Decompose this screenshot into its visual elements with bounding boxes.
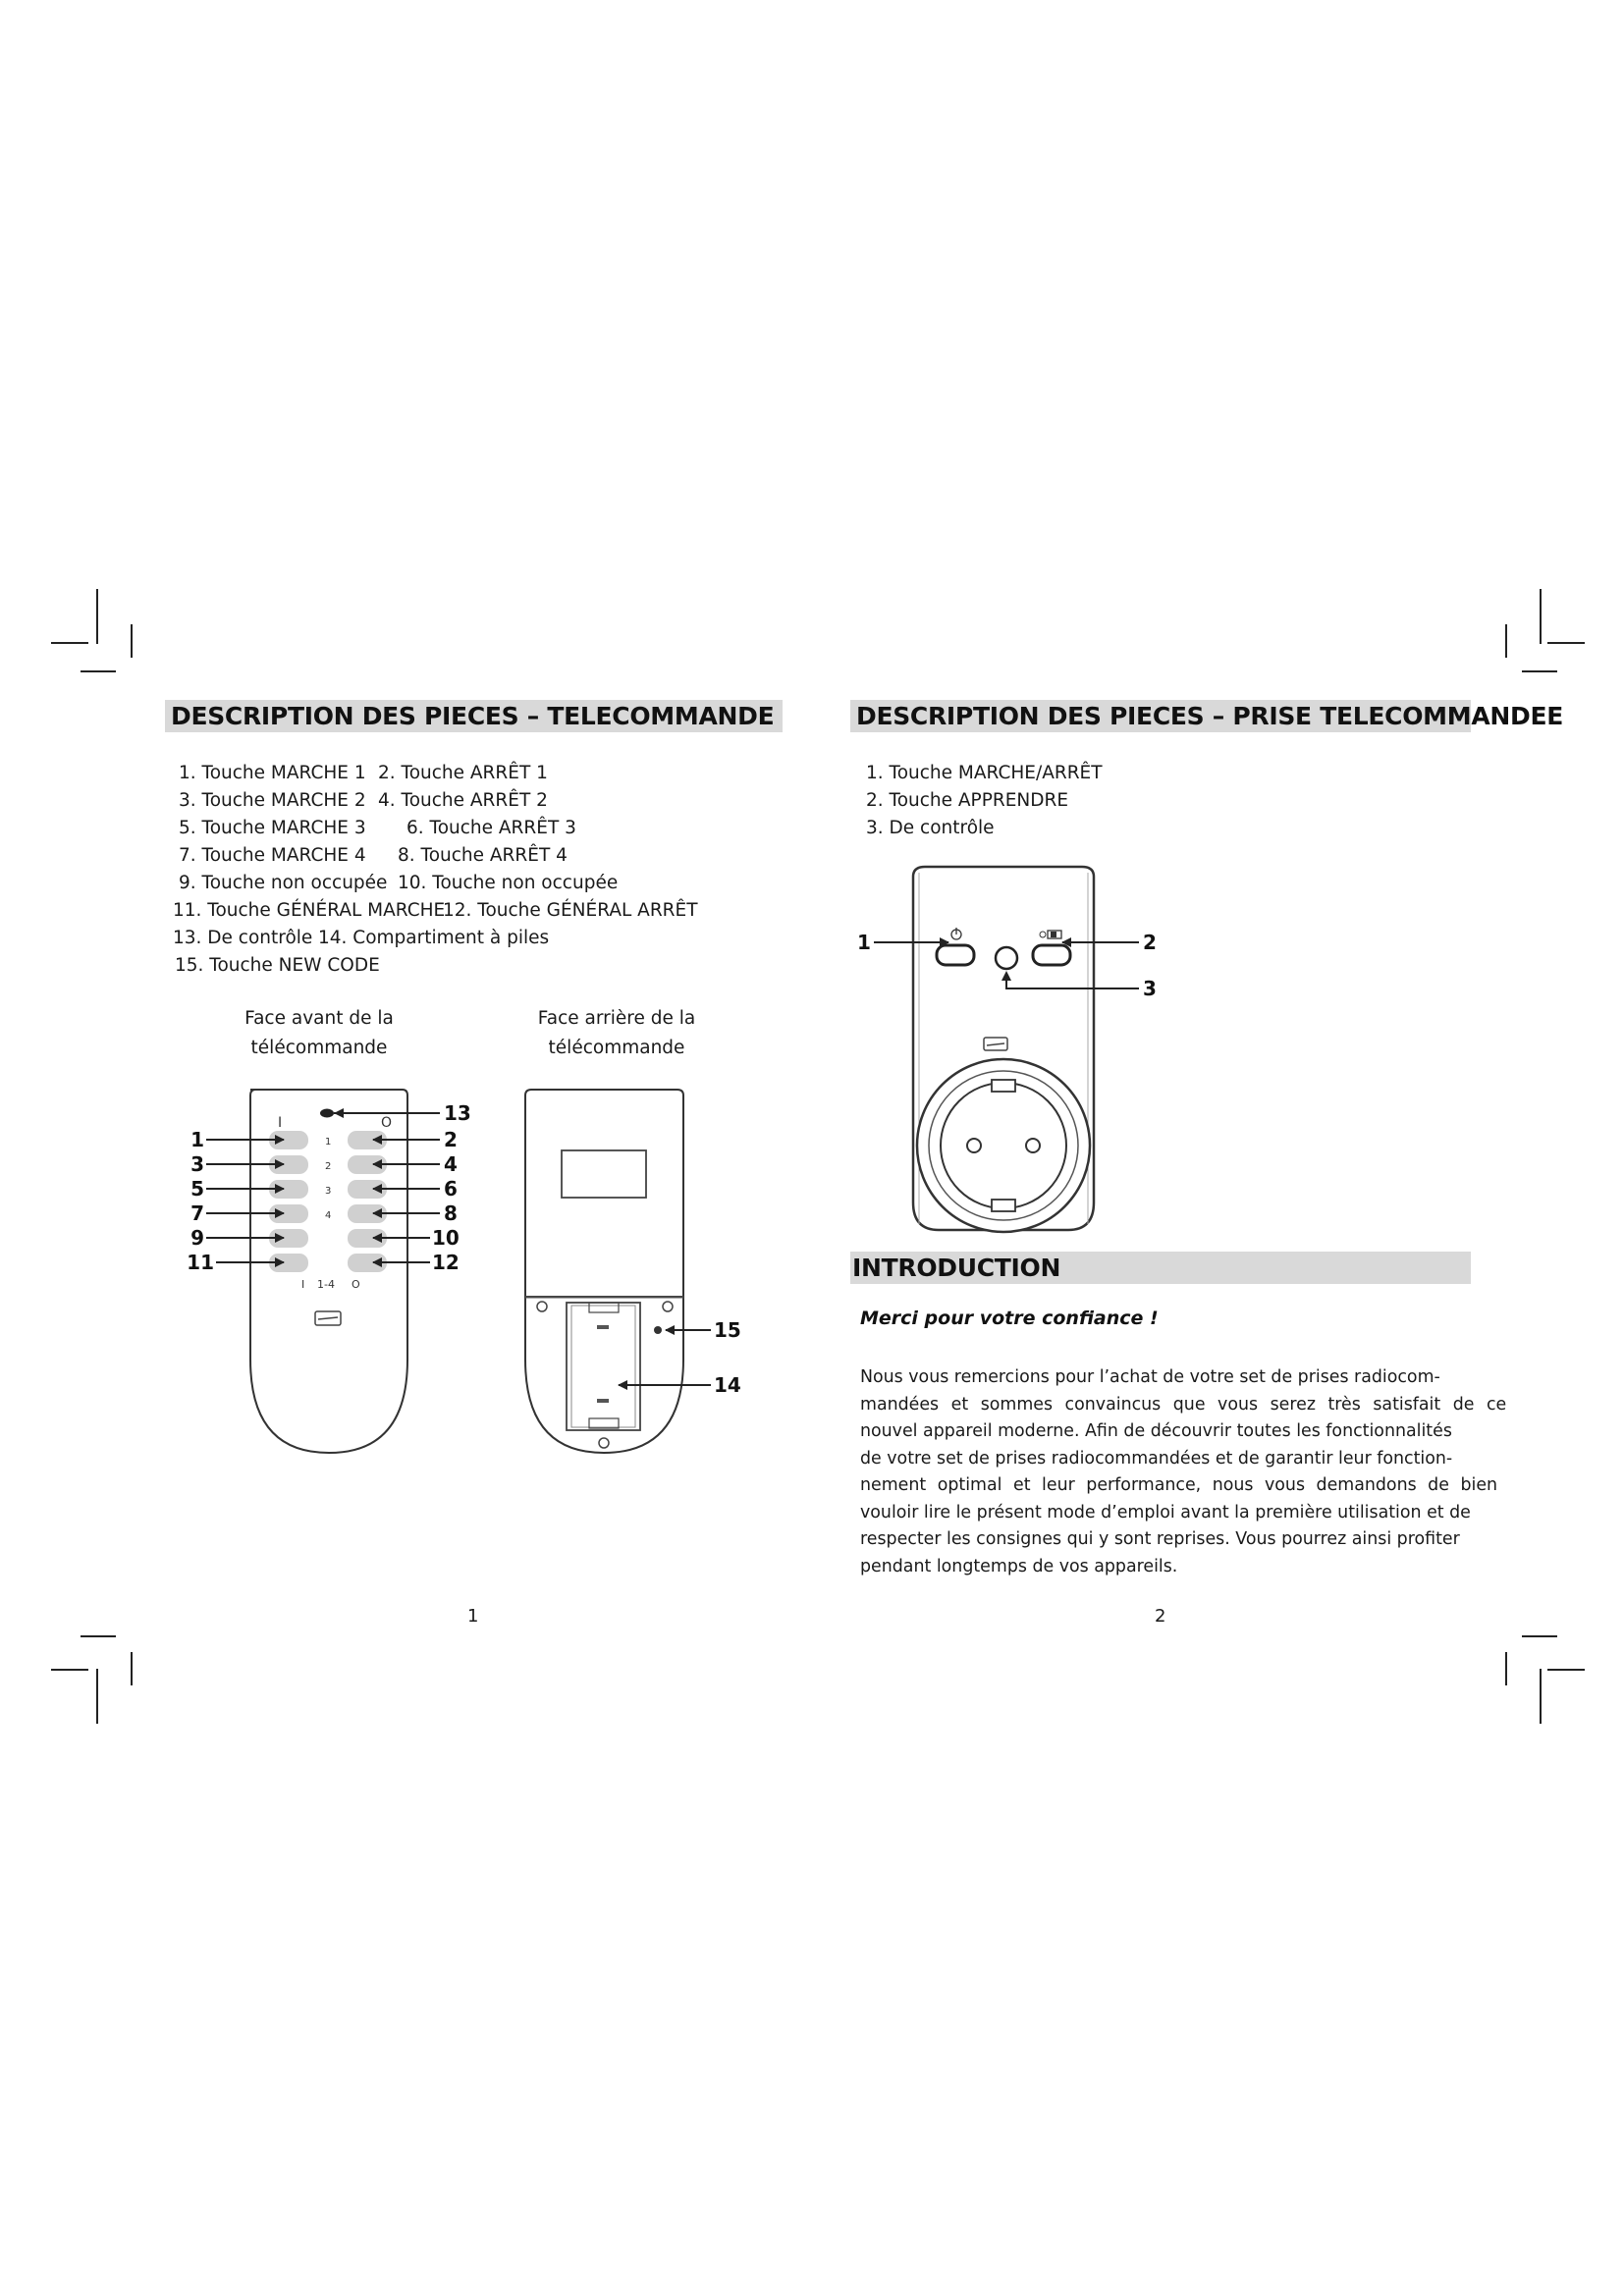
crop-mark [96,589,98,644]
battery-marker [597,1399,609,1403]
crop-mark [1505,624,1507,658]
callout-left: 7 [190,1201,204,1225]
left-heading-text: DESCRIPTION DES PIECES – TELECOMMANDE [171,702,775,730]
crop-mark [1540,1669,1542,1724]
part-label: 14. Compartiment à piles [318,928,550,948]
back-caption-line: télécommande [548,1038,685,1058]
right-heading-text: DESCRIPTION DES PIECES – PRISE TELECOMMANDEE [856,702,1564,730]
callout-left: 9 [190,1226,204,1250]
remote-front-diagram [187,1080,481,1463]
crop-mark [51,642,88,644]
left-heading [165,700,783,732]
callout-left: 11 [187,1251,214,1274]
callout-2: 2 [1143,931,1157,954]
bottom-label: O [352,1278,360,1291]
callout-left: 1 [190,1128,204,1151]
crop-mark [1522,1635,1557,1637]
crop-mark [1540,589,1542,644]
paragraph-line: de votre set de prises radiocommandées et de garantir leur fonction- [860,1448,1453,1468]
part-label: 1. Touche MARCHE/ARRÊT [866,763,1103,783]
paragraph-line: nouvel appareil moderne. Afin de découvrir toutes les fonctionnalités [860,1421,1452,1441]
battery-compartment [567,1303,640,1430]
part-label: 15. Touche NEW CODE [175,955,380,976]
led-indicator [320,1109,334,1118]
crop-mark [96,1669,98,1724]
callout-right: 4 [444,1152,458,1176]
outlet-pin-hole [967,1139,981,1152]
callout-1: 1 [857,931,871,954]
led-callout: 13 [444,1101,471,1125]
paragraph-line: respecter les consignes qui y sont reprises. Vous pourrez ainsi profiter [860,1529,1460,1549]
remote-back-diagram [511,1080,756,1472]
outlet-inner [941,1083,1066,1208]
crop-mark [81,670,116,672]
callout-left: 3 [190,1152,204,1176]
callout-3: 3 [1143,977,1157,1000]
on-symbol: I [278,1115,283,1131]
battery-marker [597,1325,609,1329]
crop-mark [1522,670,1557,672]
power-button [937,945,974,965]
part-label: 12. Touche GÉNÉRAL ARRÊT [443,900,698,921]
part-label: 1. Touche MARCHE 1 [179,763,366,783]
callout-15: 15 [714,1318,741,1342]
crop-mark [1547,642,1585,644]
part-label: 13. De contrôle [173,928,313,948]
bottom-label: I [301,1278,305,1291]
socket-diagram [854,859,1178,1242]
part-label: 8. Touche ARRÊT 4 [398,845,568,866]
part-label: 2. Touche APPRENDRE [866,790,1069,811]
outlet-pin-hole [1026,1139,1040,1152]
intro-paragraph [860,1364,1507,1580]
front-caption [221,1004,417,1063]
channel-number: 1 [325,1137,332,1148]
part-label: 10. Touche non occupée [398,873,619,893]
callout-right: 2 [444,1128,458,1151]
part-label: 2. Touche ARRÊT 1 [378,763,548,783]
paragraph-line: pendant longtemps de vos appareils. [860,1556,1178,1576]
part-label: 3. De contrôle [866,818,995,838]
crop-mark [131,1652,133,1685]
status-led [996,947,1017,969]
paragraph-line: nement optimal et leur performance, nous vous demandons de bien [860,1475,1498,1495]
callout-14: 14 [714,1373,741,1397]
earth-clip-top [992,1080,1015,1092]
callout-right: 12 [432,1251,460,1274]
crop-mark [131,624,133,658]
learn-button [1033,945,1070,965]
paragraph-line: mandées et sommes convaincus que vous serez très satisfait de ce [860,1394,1507,1415]
back-caption-line: Face arrière de la [537,1008,696,1029]
paragraph-line: Nous vous remercions pour l’achat de votre set de prises radiocom- [860,1367,1440,1387]
part-label: 3. Touche MARCHE 2 [179,790,366,811]
new-code-button [654,1326,662,1334]
intro-subtitle: Merci pour votre confiance ! [860,1308,1159,1329]
channel-number: 3 [325,1186,332,1197]
intro-heading-text: INTRODUCTION [852,1254,1061,1282]
crop-mark [51,1669,88,1671]
part-label: 11. Touche GÉNÉRAL MARCHE [173,900,446,921]
off-symbol: O [381,1115,393,1131]
paragraph-line: vouloir lire le présent mode d’emploi avant la première utilisation et de [860,1502,1471,1522]
part-label: 6. Touche ARRÊT 3 [406,818,576,838]
bottom-label: 1-4 [317,1278,335,1291]
channel-number: 2 [325,1161,332,1172]
callout-left: 5 [190,1177,204,1201]
part-label: 9. Touche non occupée [179,873,388,893]
channel-number: 4 [325,1210,332,1221]
callout-right: 8 [444,1201,458,1225]
callout-right: 6 [444,1177,458,1201]
intro-heading [850,1252,1471,1284]
left-page-number: 1 [467,1606,479,1627]
right-page-number: 2 [1155,1606,1166,1627]
part-label: 7. Touche MARCHE 4 [179,845,366,866]
crop-mark [81,1635,116,1637]
crop-mark [1547,1669,1585,1671]
callout-right: 10 [432,1226,460,1250]
part-label: 5. Touche MARCHE 3 [179,818,366,838]
part-label: 4. Touche ARRÊT 2 [378,790,548,811]
back-caption [518,1004,715,1063]
back-label-window [562,1150,646,1198]
crop-mark [1505,1652,1507,1685]
front-caption-line: télécommande [250,1038,388,1058]
right-heading [850,700,1564,732]
front-caption-line: Face avant de la [244,1008,394,1029]
earth-clip-bottom [992,1200,1015,1211]
